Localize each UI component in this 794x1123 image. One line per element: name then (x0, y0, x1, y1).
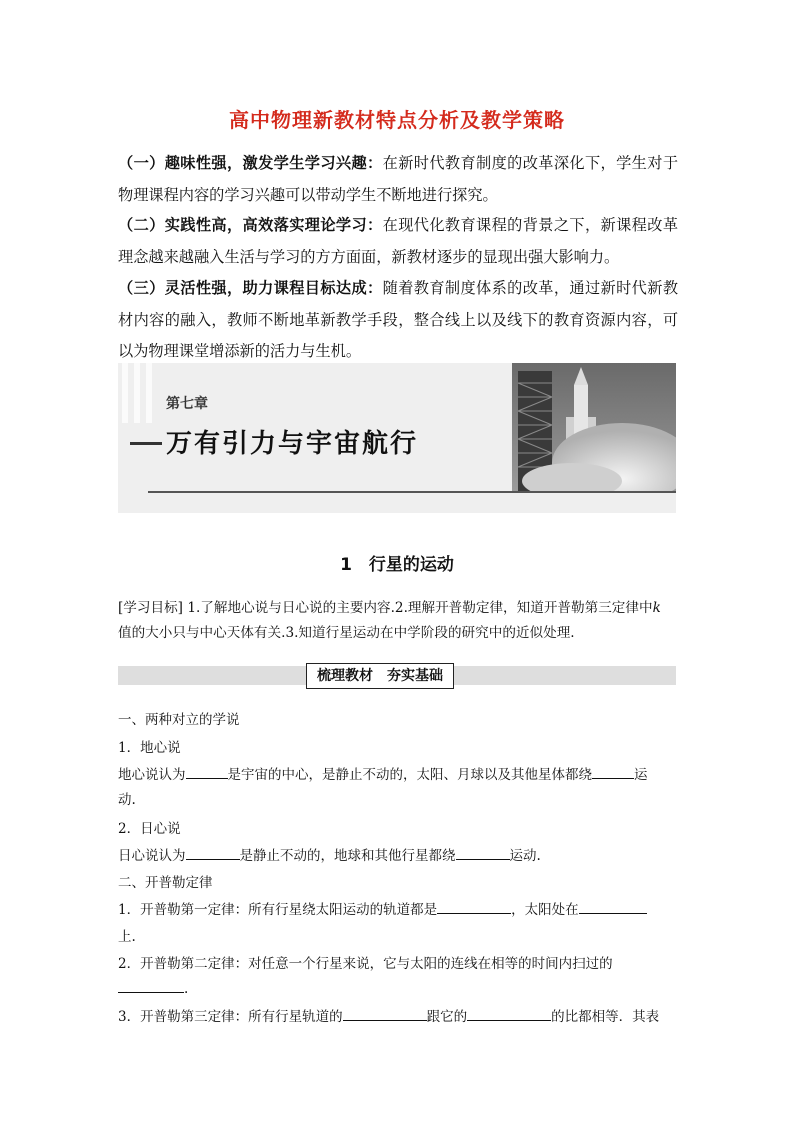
kepler-law-2-line-1: 2．开普勒第二定律：对任意一个行星来说，它与太阳的连线在相等的时间内扫过的 (118, 956, 613, 972)
kepler-law-1-line-2: 上. (118, 929, 136, 945)
goals-label: [学习目标] (118, 600, 183, 616)
intro-paragraph-3 (118, 273, 678, 368)
blank-3[interactable] (186, 845, 240, 860)
intro-heading-2: （二）实践性高，高效落实理论学习： (118, 216, 383, 234)
chapter-title: 万有引力与宇宙航行 (166, 429, 419, 459)
intro-paragraph-1 (118, 148, 678, 211)
subheading-geocentric: 1．地心说 (118, 740, 181, 756)
document-title: 高中物理新教材特点分析及教学策略 (229, 108, 565, 132)
blank-4[interactable] (456, 845, 510, 860)
heading-kepler-laws: 二、开普勒定律 (118, 875, 213, 891)
rocket-launch-image (512, 363, 676, 491)
intro-text-2: 在现代化教育课程的背景之下，新课程改革理念越来越融入生活与学习的方方面面，新教材逐步的显现出强大影响力。 (118, 216, 679, 266)
blank-2[interactable] (592, 764, 634, 779)
subheading-heliocentric: 2．日心说 (118, 821, 181, 837)
goals-line-2: 值的大小只与中心天体有关.3.知道行星运动在中学阶段的研究中的近似处理. (118, 625, 575, 641)
chapter-number: 第七章 (166, 396, 208, 412)
blank-7[interactable] (118, 978, 184, 993)
banner-stripes (118, 363, 158, 423)
geocentric-line-1: 地心说认为 是宇宙的中心，是静止不动的，太阳、月球以及其他星体都绕 运 (118, 763, 678, 783)
blank-5[interactable] (437, 899, 511, 914)
chapter-title-bar (130, 442, 162, 445)
intro-paragraph-2 (118, 210, 678, 273)
intro-text-1: 在新时代教育制度的改革深化下，学生对于物理课程内容的学习兴趣可以带动学生不断地进行探究。 (118, 154, 679, 204)
geocentric-line-2: 动. (118, 792, 136, 808)
chapter-banner (118, 363, 676, 513)
section-header-box (306, 663, 454, 689)
goals-line-1: 1.了解地心说与日心说的主要内容.2.理解开普勒定律，知道开普勒第三定律中 (187, 600, 653, 616)
intro-heading-1: （一）趣味性强，激发学生学习兴趣： (118, 154, 383, 172)
goals-k: k (652, 600, 661, 616)
kepler-law-3-line-1: 3．开普勒第三定律：所有行星轨道的 跟它的 的比都相等．其表 (118, 1005, 678, 1025)
kepler-law-1-line-1: 1．开普勒第一定律：所有行星绕太阳运动的轨道都是 ，太阳处在 (118, 898, 678, 918)
intro-text-3: 随着教育制度体系的改革，通过新时代新教材内容的融入，教师不断地革新教学手段，整合线上以及线下的教育资源内容，可以为物理课堂增添新的活力与生机。 (118, 279, 679, 360)
section-header-right: 夯实基础 (387, 668, 443, 684)
kepler-law-2-line-2: . (118, 978, 678, 997)
learning-goals (118, 596, 678, 646)
section-title: 1 行星的运动 (340, 555, 454, 575)
heading-two-theories: 一、两种对立的学说 (118, 712, 240, 728)
section-header-left: 梳理教材 (317, 668, 373, 684)
blank-9[interactable] (467, 1006, 551, 1021)
blank-1[interactable] (186, 764, 228, 779)
intro-heading-3: （三）灵活性强，助力课程目标达成： (118, 279, 383, 297)
banner-underline (148, 491, 676, 493)
heliocentric-line: 日心说认为 是静止不动的，地球和其他行星都绕 运动. (118, 844, 678, 864)
blank-6[interactable] (579, 899, 647, 914)
blank-8[interactable] (343, 1006, 427, 1021)
